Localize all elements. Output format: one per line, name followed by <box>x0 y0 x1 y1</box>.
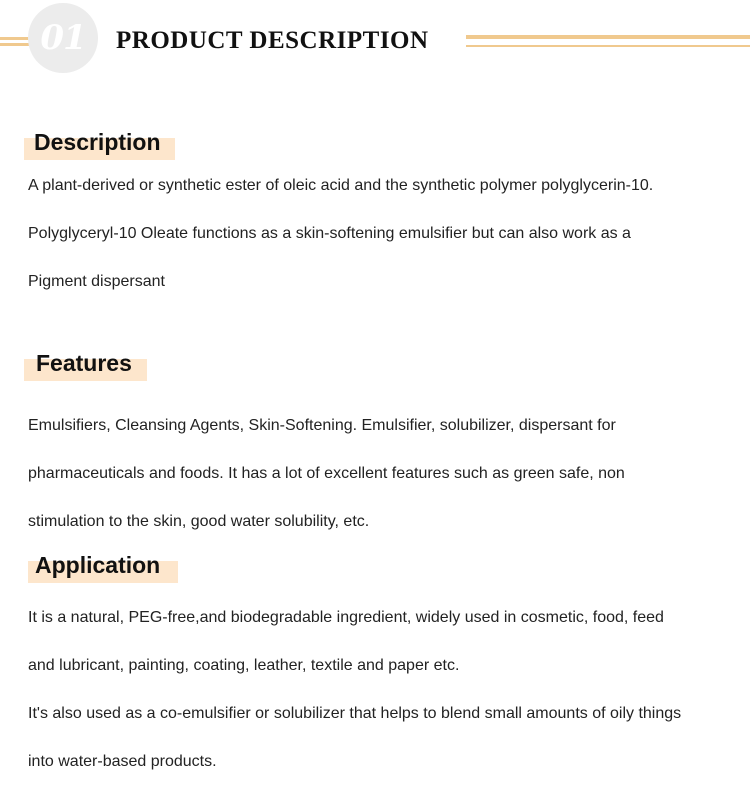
description-line: Polyglyceryl-10 Oleate functions as a skin-softening emulsifier but can also work as a <box>28 225 631 242</box>
header-decor-line-right <box>466 35 750 47</box>
features-line: pharmaceuticals and foods. It has a lot of excellent features such as green safe, non <box>28 465 625 482</box>
application-heading <box>28 552 178 583</box>
application-line: into water-based products. <box>28 753 217 770</box>
description-line: A plant-derived or synthetic ester of oleic acid and the synthetic polymer polyglycerin-10. <box>28 177 654 194</box>
description-heading-text: Description <box>34 129 161 155</box>
features-heading <box>24 350 147 381</box>
application-line: It's also used as a co-emulsifier or solubilizer that helps to blend small amounts of oily things <box>28 705 682 722</box>
application-line: and lubricant, painting, coating, leather, textile and paper etc. <box>28 657 460 674</box>
application-line: It is a natural, PEG-free,and biodegradable ingredient, widely used in cosmetic, food, feed <box>28 609 664 626</box>
description-line: Pigment dispersant <box>28 273 165 290</box>
features-line: stimulation to the skin, good water solubility, etc. <box>28 513 370 530</box>
page-title: PRODUCT DESCRIPTION <box>116 27 429 54</box>
section-number-badge <box>28 3 98 73</box>
section-number: 01 <box>40 18 86 58</box>
description-heading <box>24 129 175 160</box>
features-heading-text: Features <box>36 350 132 376</box>
features-line: Emulsifiers, Cleansing Agents, Skin-Softening. Emulsifier, solubilizer, dispersant for <box>28 417 616 434</box>
application-heading-text: Application <box>35 552 161 578</box>
